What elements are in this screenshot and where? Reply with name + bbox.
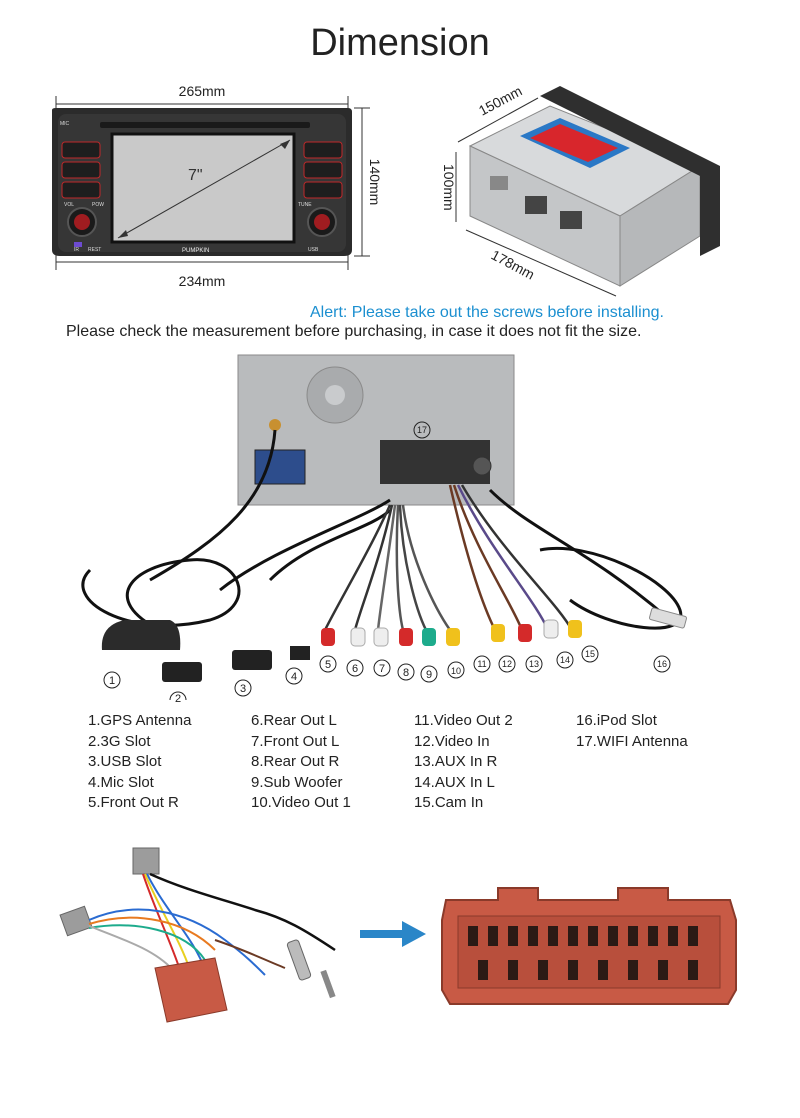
rca-rear-out-r: [399, 628, 413, 646]
side-width-label: 150mm: [475, 82, 525, 119]
svg-text:3: 3: [239, 683, 247, 695]
side-height-label: 100mm: [441, 164, 457, 211]
gps-antenna: [102, 620, 180, 650]
arrow-icon: [360, 921, 430, 947]
svg-text:13: 13: [528, 659, 540, 669]
svg-text:VOL: VOL: [64, 202, 75, 208]
svg-text:IR: IR: [74, 247, 79, 253]
svg-text:MIC: MIC: [60, 121, 70, 127]
svg-text:POW: POW: [92, 202, 104, 208]
svg-text:11: 11: [477, 659, 487, 669]
rca-video-out-1: [446, 628, 460, 646]
svg-text:TUNE: TUNE: [298, 202, 312, 208]
rca-aux-in-r: [544, 620, 558, 638]
svg-text:8: 8: [402, 667, 410, 679]
legend-col-1: 1.GPS Antenna 2.3G Slot 3.USB Slot 4.Mic Slot 5.Front Out R: [88, 712, 192, 812]
svg-text:7: 7: [378, 663, 386, 675]
mic-jack: [290, 646, 310, 660]
svg-text:5: 5: [324, 659, 332, 671]
harness-plug-left: [60, 906, 92, 936]
width-top-label: 265mm: [178, 83, 226, 99]
right-button-3: [304, 182, 342, 198]
svg-text:16: 16: [656, 659, 668, 669]
vent: [490, 176, 508, 190]
right-button-1: [304, 142, 342, 158]
rear-connector: [525, 196, 547, 214]
right-button-2: [304, 162, 342, 178]
usb-plug: [232, 650, 272, 670]
svg-text:10: 10: [450, 666, 462, 676]
side-view-diagram: [430, 76, 730, 301]
page-title: Dimension: [310, 22, 490, 64]
left-button-3: [62, 182, 100, 198]
svg-text:12: 12: [501, 659, 513, 669]
height-label: 140mm: [367, 158, 383, 206]
disc-slot: [100, 122, 310, 128]
svg-text:4: 4: [290, 671, 298, 683]
rca-sub-woofer: [422, 628, 436, 646]
rca-video-out-2: [491, 624, 505, 642]
3g-plug: [162, 662, 202, 682]
left-button-2: [62, 162, 100, 178]
svg-text:14: 14: [559, 655, 571, 665]
width-bottom-label: 234mm: [178, 273, 226, 289]
rca-aux-in-l: [568, 620, 582, 638]
svg-text:USB: USB: [308, 247, 319, 253]
connector-closeup: [438, 880, 740, 1010]
harness-plug-top: [133, 848, 159, 874]
rca-rear-out-l: [351, 628, 365, 646]
harness-diagram: [55, 840, 365, 1040]
harness-red-connector: [155, 958, 227, 1022]
wiring-diagram: [70, 350, 720, 700]
svg-text:REST: REST: [88, 247, 102, 253]
legend-col-3: 11.Video Out 2 12.Video In 13.AUX In R 14.AUX In L 15.Cam In: [414, 712, 513, 812]
svg-text:15: 15: [584, 649, 596, 659]
legend-col-2: 6.Rear Out L 7.Front Out L 8.Rear Out R 9.Sub Woofer 10.Video Out 1: [251, 712, 351, 812]
svg-text:17: 17: [416, 425, 428, 435]
radio-antenna-port: [473, 457, 491, 475]
svg-text:9: 9: [425, 669, 433, 681]
screen-size-label: 7": [188, 167, 203, 184]
gps-antenna-port: [269, 419, 281, 431]
svg-text:6: 6: [351, 663, 359, 675]
radio-antenna-plug: [287, 939, 312, 981]
rca-video-in: [518, 624, 532, 642]
rca-front-out-r: [321, 628, 335, 646]
alert-text: Alert: Please take out the screws before installing.: [310, 304, 664, 321]
brand-logo: PUMPKIN: [182, 248, 210, 254]
front-view-diagram: [40, 70, 400, 300]
svg-text:1: 1: [108, 675, 116, 687]
left-button-1: [62, 142, 100, 158]
check-text: Please check the measurement before purchasing, in case it does not fit the size.: [66, 323, 642, 340]
side-depth-label: 178mm: [488, 246, 538, 283]
legend-col-4: 16.iPod Slot 17.WIFI Antenna: [576, 712, 688, 750]
rca-front-out-l: [374, 628, 388, 646]
number-2-label: 2: [174, 693, 182, 705]
